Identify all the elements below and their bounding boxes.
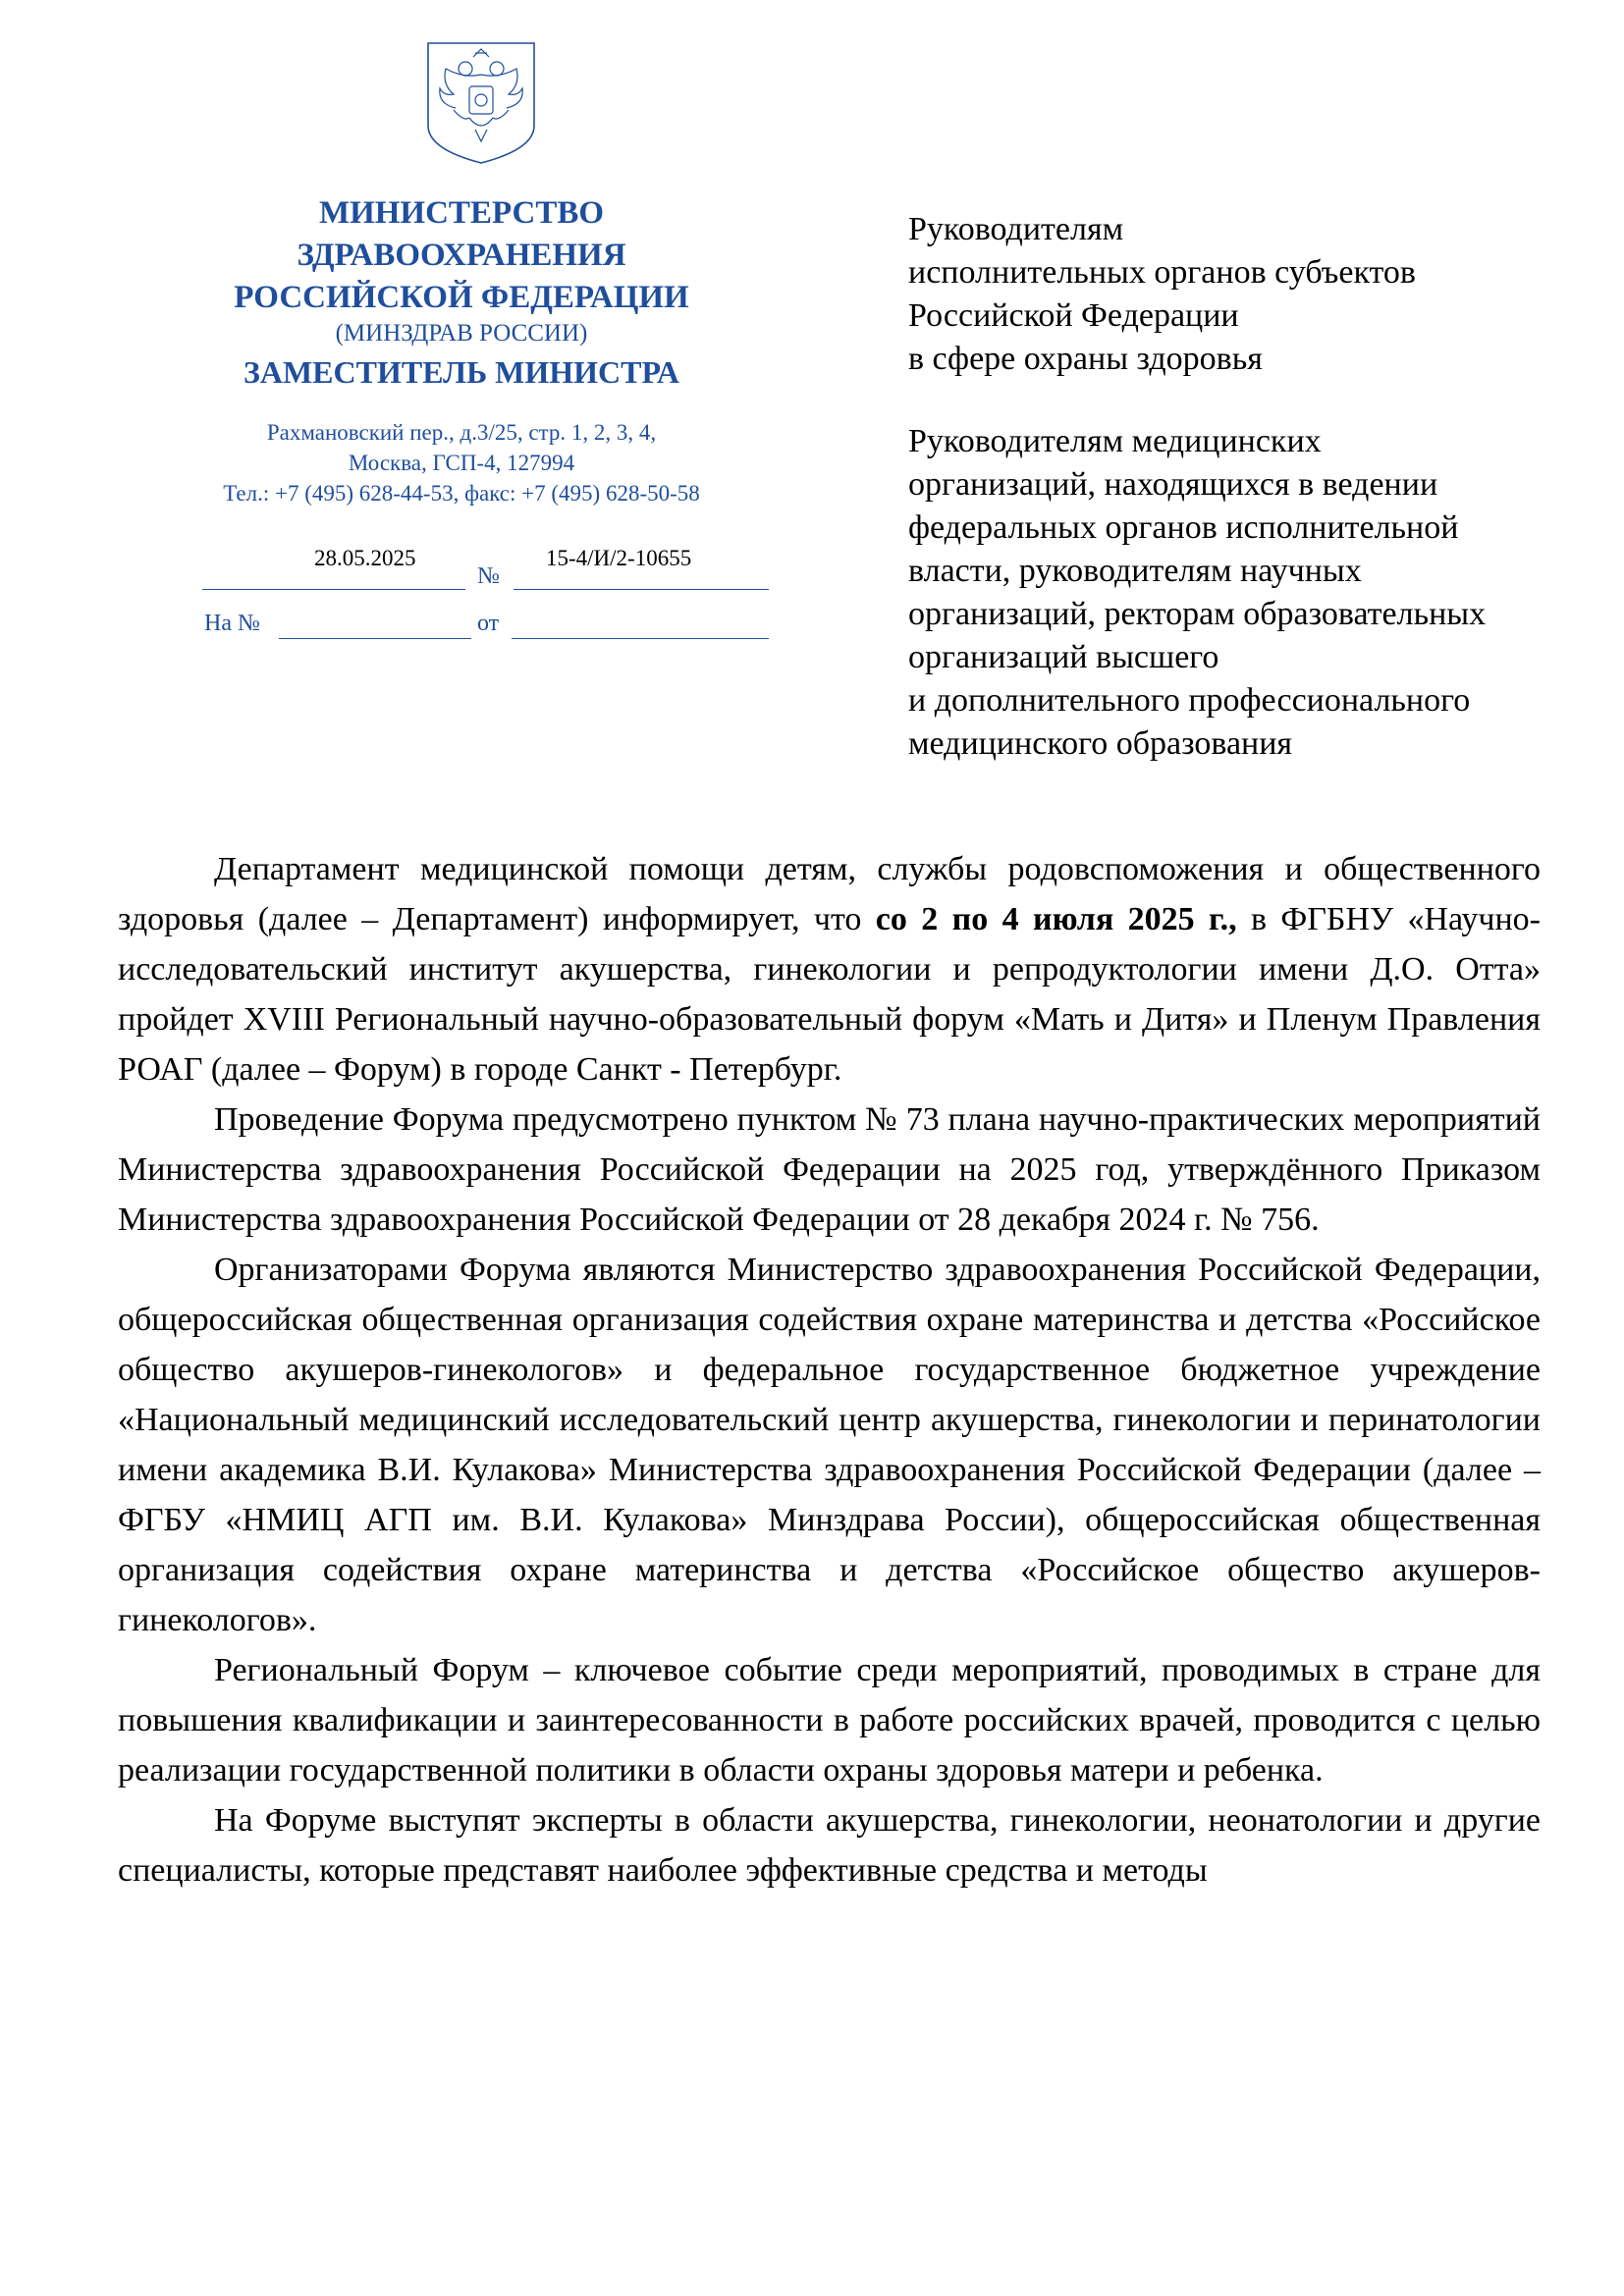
document-date: 28.05.2025 xyxy=(314,546,416,570)
ministry-name-line: РОССИЙСКОЙ ФЕДЕРАЦИИ xyxy=(234,280,689,315)
number-label: № xyxy=(477,563,500,589)
ref-number-underline xyxy=(279,638,471,639)
addressee-line: власти, руководителям научных xyxy=(908,553,1362,589)
letter-body xyxy=(118,844,1541,1896)
body-paragraph xyxy=(118,844,1541,1095)
body-paragraph: Организаторами Форума являются Министерство здравоохранения Российской Федерации, общероссийская общественная организация содействия охране материнства и детства «Российское общество акушеров-гинекологов» и федеральное государственное бюджетное учреждение «Национальный медицинский исследовательский центр акушерства, гинекологии и перинатологии имени академика В.И. Кулакова» Министерства здравоохранения Российской Федерации (далее – ФГБУ «НМИЦ АГП им. В.И. Кулакова» Минздрава России), общероссийская общественная организация содействия охране материнства и детства «Российское общество акушеров-гинекологов». xyxy=(118,1252,1541,1638)
addressee-line: и дополнительного профессионального xyxy=(908,682,1471,719)
coat-of-arms-emblem xyxy=(424,39,538,167)
addressee-line: федеральных органов исполнительной xyxy=(908,509,1459,546)
ministry-name-line: МИНИСТЕРСТВО xyxy=(318,195,605,231)
document-number: 15-4/И/2-10655 xyxy=(546,546,692,570)
ref-from-label: от xyxy=(477,611,500,636)
address-line: Москва, ГСП-4, 127994 xyxy=(348,451,575,475)
addressee-line: исполнительных органов субъектов xyxy=(908,254,1416,291)
addressee-block-2 xyxy=(908,420,1576,766)
address-line: Рахмановский пер., д.3/25, стр. 1, 2, 3, 4, xyxy=(266,420,657,445)
number-underline xyxy=(514,589,769,590)
ref-date-underline xyxy=(512,638,769,639)
phone-fax-line: Тел.: +7 (495) 628-44-53, факс: +7 (495) 628-50-58 xyxy=(223,481,700,506)
addressee-block-1 xyxy=(908,208,1576,381)
addressee-line: Российской Федерации xyxy=(908,297,1239,334)
ministry-name-line: ЗДРАВООХРАНЕНИЯ xyxy=(297,238,626,273)
body-paragraph: Региональный Форум – ключевое событие среди мероприятий, проводимых в стране для повышения квалификации и заинтересованности в работе российских врачей, проводится с целью реализации государственной политики в области охраны здоровья матери и ребенка. xyxy=(118,1652,1541,1789)
body-paragraph: На Форуме выступят эксперты в области акушерства, гинекологии, неонатологии и другие специалисты, которые представят наиболее эффективные средства и методы xyxy=(118,1802,1541,1889)
deputy-minister-title: ЗАМЕСТИТЕЛЬ МИНИСТРА xyxy=(243,354,680,390)
addressee-line: организаций, находящихся в ведении xyxy=(908,466,1438,503)
date-underline xyxy=(202,589,465,590)
ministry-header xyxy=(147,192,776,508)
addressee-line: организаций, ректорам образовательных xyxy=(908,596,1487,632)
ministry-short-name: (МИНЗДРАВ РОССИИ) xyxy=(335,320,588,347)
ref-number-label: На № xyxy=(204,611,260,636)
addressee-line: медицинского образования xyxy=(908,725,1293,762)
body-paragraph: Проведение Форума предусмотрено пунктом № 73 плана научно-практических мероприятий Министерства здравоохранения Российской Федерации на 2025 год, утверждённого Приказом Министерства здравоохранения Российской Федерации от 28 декабря 2024 г. № 756. xyxy=(118,1101,1541,1238)
addressee-line: Руководителям медицинских xyxy=(908,423,1322,459)
paragraph-text: в ФГБНУ «Научно-исследовательский институт акушерства, гинекологии и репродуктологии имени Д.О. Отта» пройдет XVIII Региональный научно-образовательный форум «Мать и Дитя» и Пленум Правления РОАГ (далее – Форум) в городе Санкт - Петербург. xyxy=(118,901,1542,1088)
addressee-line: Руководителям xyxy=(908,211,1124,247)
paragraph-text: Департамент медицинской помощи детям, службы родовспоможения и общественного здоровья (далее – Департамент) информирует, что xyxy=(118,851,1541,937)
addressee-line: в сфере охраны здоровья xyxy=(908,341,1263,377)
event-dates-bold: со 2 по 4 июля 2025 г., xyxy=(875,901,1237,937)
addressee-line: организаций высшего xyxy=(908,639,1219,675)
